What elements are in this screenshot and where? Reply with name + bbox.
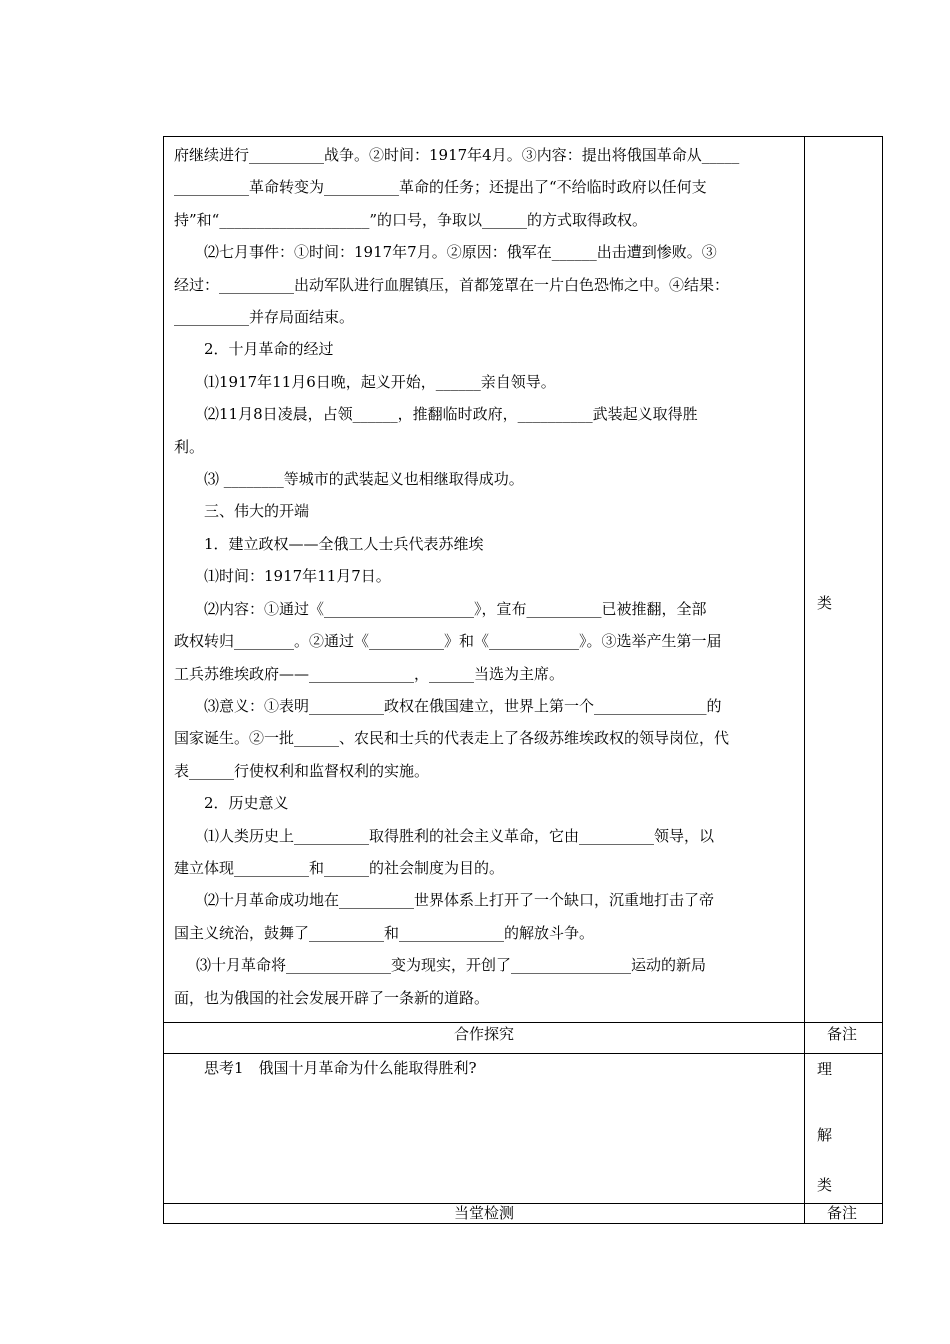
content-line: 表______行使权利和监督权利的实施。: [174, 761, 430, 780]
content-line: ⑶意义：①表明__________政权在俄国建立，世界上第一个_______________的: [204, 696, 722, 715]
content-line: 面，也为俄国的社会发展开辟了一条新的道路。: [174, 988, 490, 1007]
think-side-char-2: 解: [817, 1125, 833, 1144]
content-line: __________并存局面结束。: [174, 308, 355, 327]
think-side-char-1: 理: [817, 1059, 833, 1078]
content-line: ⑴时间：1917年11月7日。: [204, 567, 391, 586]
content-line: 持”和“____________________”的口号，争取以______的方式取得政权。: [174, 210, 648, 229]
content-line: 2．历史意义: [204, 794, 289, 813]
content-line: 三、伟大的开端: [204, 502, 310, 521]
content-line: 国家诞生。②一批______、农民和士兵的代表走上了各级苏维埃政权的领导岗位，代: [174, 729, 730, 748]
content-cell: [164, 137, 805, 1023]
content-line: 2．十月革命的经过: [204, 340, 334, 359]
content-line: 国主义统治，鼓舞了__________和______________的解放斗争。: [174, 923, 595, 942]
content-row: [164, 137, 883, 1023]
content-line: __________革命转变为__________革命的任务；还提出了“不给临时政府以任何支: [174, 178, 707, 197]
coop-title: 合作探究: [164, 1022, 805, 1053]
think-question: 思考1 俄国十月革命为什么能取得胜利?: [204, 1058, 477, 1077]
content-line: ⑵11月8日凌晨，占领______，推翻临时政府，__________武装起义取得胜: [204, 405, 698, 424]
content-line: 1．建立政权——全俄工人士兵代表苏维埃: [204, 534, 484, 553]
content-line: ⑴人类历史上__________取得胜利的社会主义革命，它由__________领导，以: [204, 826, 715, 845]
check-header-row: [164, 1203, 883, 1223]
content-line: 建立体现__________和______的社会制度为目的。: [174, 858, 505, 877]
coop-note-label: 备注: [805, 1022, 883, 1053]
side-note-char: 类: [817, 594, 833, 612]
think-side-cell: [805, 1053, 883, 1203]
think-side-char-3: 类: [817, 1175, 833, 1194]
worksheet-table: [163, 136, 883, 1224]
content-line: ⑵内容：①通过《____________________》，宣布__________已被推翻，全部: [204, 599, 707, 618]
content-line: ⑶ ________等城市的武装起义也相继取得成功。: [204, 470, 524, 489]
content-line: 利。: [174, 437, 205, 456]
worksheet: [163, 136, 882, 1224]
coop-header-row: [164, 1022, 883, 1053]
content-line: 工兵苏维埃政府——______________，______当选为主席。: [174, 664, 565, 683]
content-line: ⑴1917年11月6日晚，起义开始，______亲自领导。: [204, 372, 556, 391]
think-cell: [164, 1053, 805, 1203]
content-line: ⑵十月革命成功地在__________世界体系上打开了一个缺口，沉重地打击了帝: [204, 891, 715, 910]
content-line: ⑵七月事件：①时间：1917年7月。②原因：俄军在______出击遭到惨败。③: [204, 243, 717, 262]
think-row: [164, 1053, 883, 1203]
content-text: [164, 137, 804, 1022]
content-line: 府继续进行__________战争。②时间：1917年4月。③内容：提出将俄国革命从_____: [174, 146, 740, 164]
side-note-cell: [805, 137, 883, 1023]
check-note-label: 备注: [805, 1203, 883, 1223]
content-line: ⑶十月革命将______________变为现实，开创了________________运动的新局: [196, 956, 707, 975]
check-title: 当堂检测: [164, 1203, 805, 1223]
content-line: 经过：__________出动军队进行血腥镇压，首都笼罩在一片白色恐怖之中。④结果：: [174, 275, 730, 294]
content-line: 政权转归________。②通过《__________》和《____________》。③选举产生第一届: [174, 632, 722, 651]
